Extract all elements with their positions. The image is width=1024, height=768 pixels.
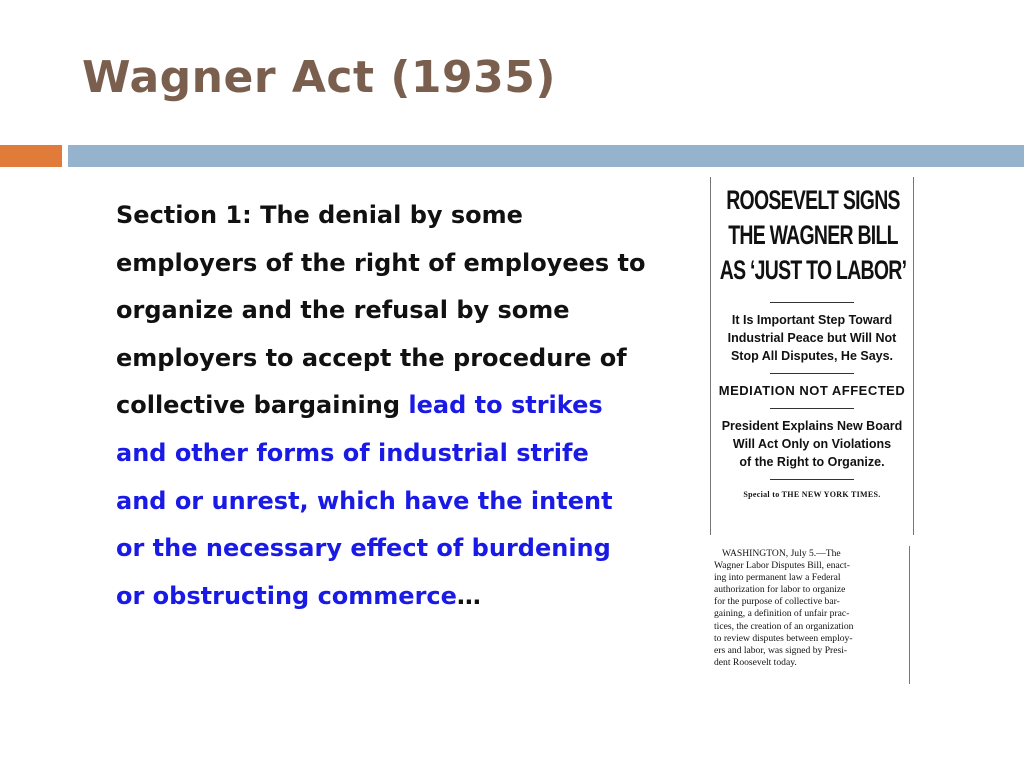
story-line: authorization for labor to organize [714, 584, 846, 596]
clipping-deck-2: MEDIATION NOT AFFECTED [718, 383, 906, 398]
newspaper-clipping-story [714, 546, 910, 684]
body-text-ending: … [456, 581, 481, 610]
story-line: Wagner Labor Disputes Bill, enact- [714, 560, 850, 572]
clipping-deck-1 [711, 311, 913, 365]
divider [770, 373, 854, 374]
story-line: WASHINGTON, July 5.—The [722, 548, 841, 559]
deck-line: of the Right to Organize. [739, 455, 885, 469]
body-text-highlight: lead to strikes and other forms of industrial strife and or unrest, which have the intent or the necessary effect of burdening or obstructing commerce [116, 391, 613, 610]
headline-line: ROOSEVELT SIGNS [726, 185, 900, 215]
accent-bar-blue [68, 145, 1024, 167]
story-line: ing into permanent law a Federal [714, 572, 841, 584]
accent-bar-orange [0, 145, 62, 167]
story-line: gaining, a definition of unfair prac- [714, 608, 850, 620]
slide-title: Wagner Act (1935) [82, 52, 557, 103]
story-line: ers and labor, was signed by Presi- [714, 644, 848, 656]
headline-line: THE WAGNER BILL [728, 220, 898, 250]
deck-line: Will Act Only on Violations [732, 437, 892, 451]
clipping-deck-3 [711, 417, 913, 471]
divider [770, 302, 854, 303]
story-line: to review disputes between employ- [714, 632, 853, 644]
section-1-text [116, 192, 646, 620]
clipping-dateline-credit: Special to THE NEW YORK TIMES. [743, 490, 881, 499]
story-line: dent Roosevelt today. [714, 656, 797, 668]
deck-line: It Is Important Step Toward [731, 313, 893, 327]
clipping-headline [712, 177, 914, 288]
newspaper-clipping-headline [710, 177, 914, 535]
story-line: tices, the creation of an organization [714, 620, 854, 632]
story-line: for the purpose of collective bar- [714, 596, 840, 608]
deck-line: President Explains New Board [721, 419, 903, 433]
deck-line: Industrial Peace but Will Not [727, 331, 897, 345]
divider [770, 408, 854, 409]
divider [770, 479, 854, 480]
deck-line: Stop All Disputes, He Says. [730, 349, 894, 363]
body-text-plain: Section 1: The denial by some employers of the right of employees to organize and the refusal by some employers to accept the procedure of collective bargaining [116, 201, 646, 420]
headline-line: AS ‘JUST TO LABOR’ [719, 255, 907, 285]
